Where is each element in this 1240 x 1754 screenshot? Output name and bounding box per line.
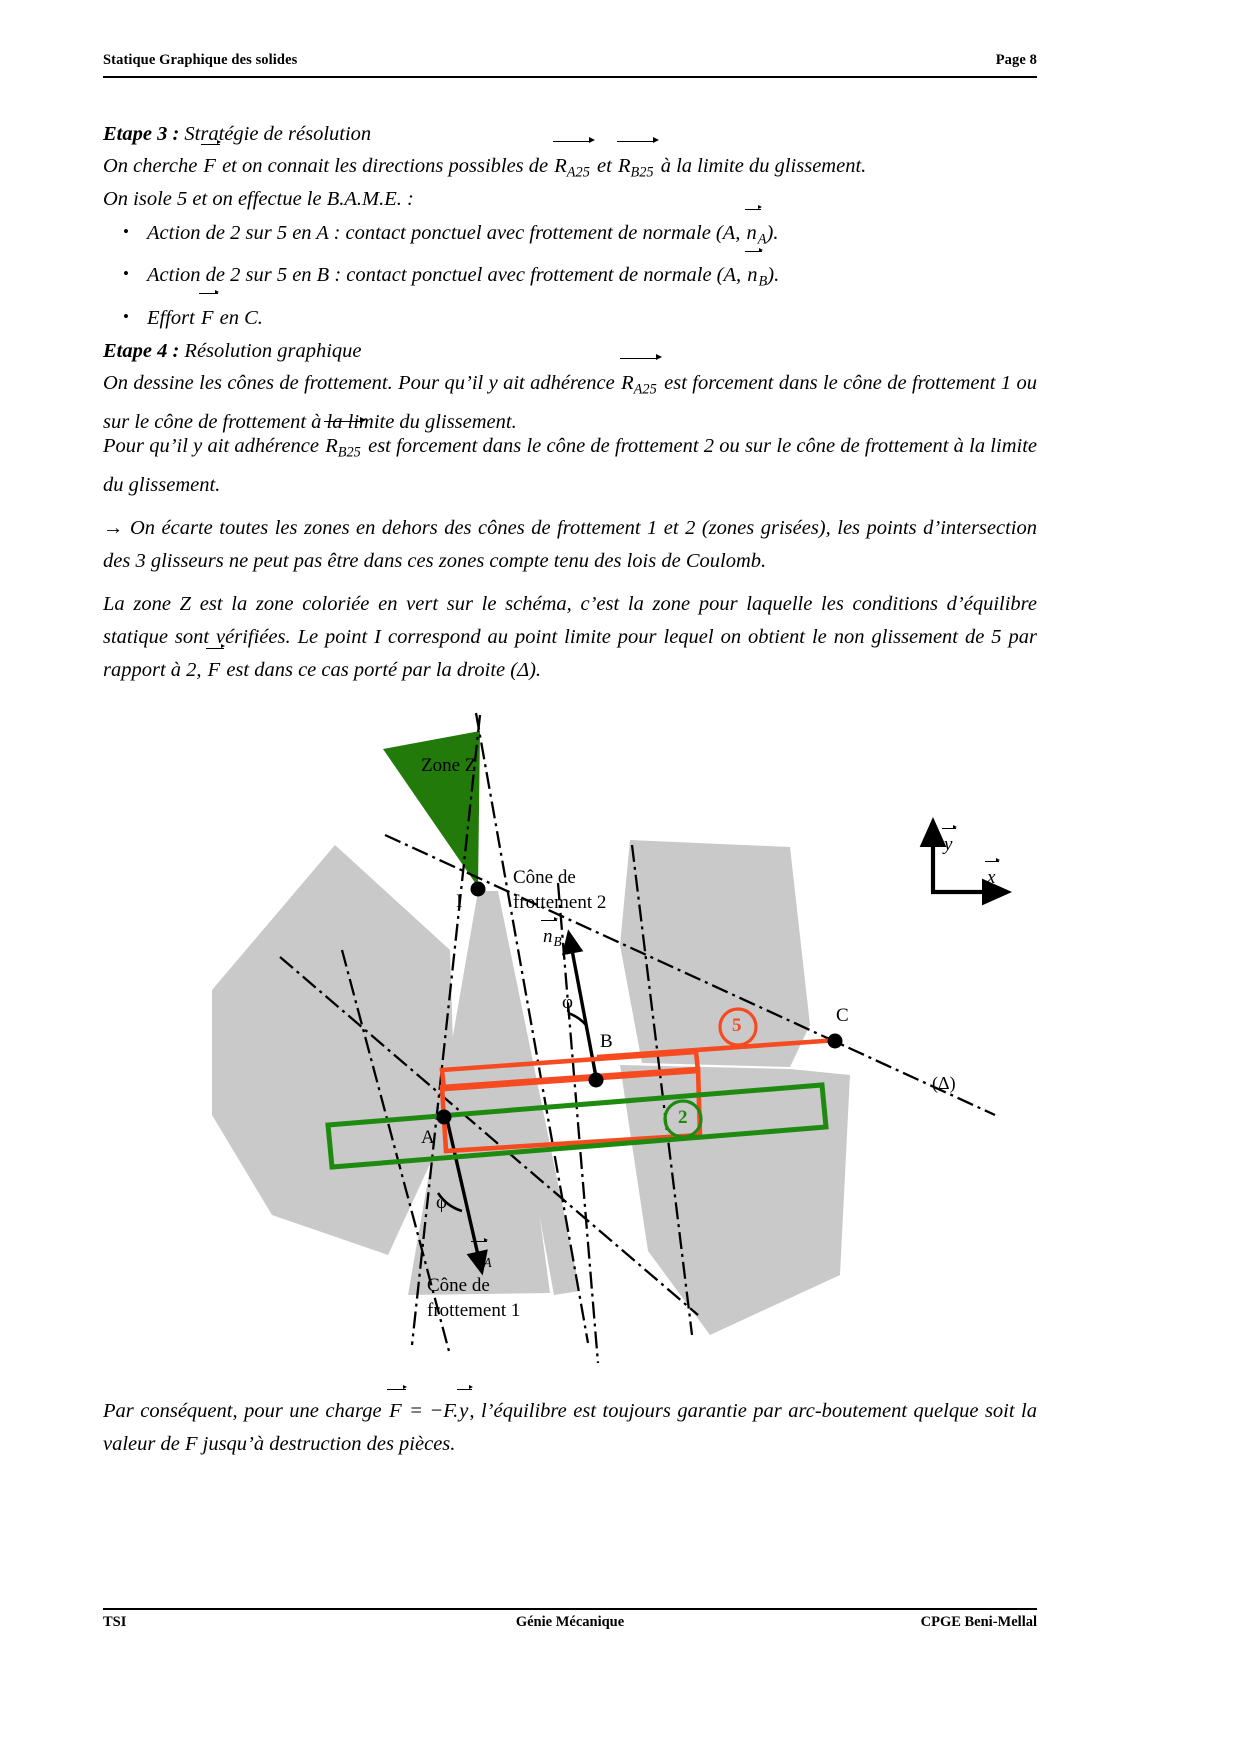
grey-excluded-zones (212, 840, 850, 1335)
point-A-label: A (421, 1127, 435, 1148)
etape4-paragraph-2 (103, 430, 1037, 502)
vector-F-icon (207, 654, 222, 687)
list-item (147, 215, 1047, 257)
etape4-paragraph-3: → On écarte toutes les zones en dehors des cônes de frottement 1 et 2 (zones grisées), les points d’intersection des 3 glisseurs ne peut pas être dans ces zones compte tenu des lois de Coulomb. (103, 517, 1037, 572)
vector-nA-icon (472, 1247, 484, 1269)
nB-letter: n (543, 926, 553, 947)
bullet1-sub: A (757, 231, 767, 248)
etape3-line1-b: et on connait les directions possibles de (216, 155, 554, 177)
header-title: Statique Graphique des solides (103, 52, 298, 68)
point-I-label: I (456, 891, 463, 912)
label-nB (542, 926, 562, 950)
etape3-R2: R (617, 155, 631, 177)
etape4-paragraph-4 (103, 588, 1037, 687)
etape3-heading (103, 118, 1037, 151)
p2-R: R (325, 435, 338, 457)
statics-diagram (150, 695, 1090, 1375)
footer-right: CPGE Beni-Mellal (920, 1614, 1037, 1630)
point-I-dot (471, 882, 486, 897)
p2-a: Pour qu’il y ait adhérence (103, 435, 325, 457)
footer-divider (103, 1608, 1037, 1610)
vector-RB25-icon (324, 430, 363, 469)
vector-nB-icon (746, 257, 758, 293)
etape4-heading (103, 335, 1037, 368)
etape3-label: Etape 3 : (103, 123, 180, 145)
footer-center: Génie Mécanique (515, 1614, 625, 1630)
list-item (147, 300, 1047, 336)
etape3-line1-a: On cherche (103, 155, 203, 177)
badge-2-label: 2 (678, 1107, 688, 1128)
vector-F-icon (202, 150, 217, 183)
nA-letter: n (473, 1247, 483, 1268)
concl-a: Par conséquent, pour une charge (103, 1400, 389, 1422)
axis-y-letter: y (944, 834, 953, 855)
concl-F: F (389, 1400, 402, 1422)
nA-sub: A (483, 1254, 492, 1270)
nB-sub: B (553, 933, 562, 949)
bullet1-tail: ). (766, 222, 779, 244)
bullet2-text: Action de 2 sur 5 en B : contact ponctuel avec frottement de normale (A, (147, 264, 747, 287)
p1-b: est forcement dans le cône de frottement 1 ou sur le cône de frottement à la limite du glissement. (103, 372, 1037, 434)
bullet2-n: n (747, 264, 758, 287)
etape3-title: Stratégie de résolution (179, 123, 372, 145)
point-A-dot (437, 1110, 452, 1125)
cone2-label-line1: Cône de (513, 867, 576, 888)
bullet1-text: Action de 2 sur 5 en A : contact ponctuel avec frottement de normale (A, (147, 222, 746, 244)
concl-eq: = −F. (402, 1400, 459, 1422)
vector-nB-icon (542, 926, 554, 948)
delta-line-label: (Δ) (932, 1073, 956, 1093)
p2-b: est forcement dans le cône de frottement 2 ou sur le cône de frottement à la limite du glissement. (103, 435, 1037, 497)
vector-x-icon (986, 867, 996, 889)
bullet1-n: n (746, 222, 757, 244)
list-item (147, 257, 1047, 299)
bullet2-tail: ). (767, 264, 780, 287)
page-footer (103, 1614, 1037, 1631)
conclusion-paragraph (103, 1395, 1037, 1461)
etape4-title: Résolution graphique (179, 340, 362, 362)
p1-R: R (621, 372, 634, 394)
etape3-line1-c: et (591, 155, 617, 177)
vector-nA-icon (746, 215, 758, 251)
p2-R-sub: B25 (337, 444, 361, 461)
etape3-R1: R (554, 155, 567, 177)
point-B-dot (589, 1073, 604, 1088)
bullet2-sub: B (758, 273, 768, 290)
axis-y-label (943, 834, 953, 856)
zone-z-label: Zone Z (421, 755, 477, 776)
p1-a: On dessine les cônes de frottement. Pour qu’il y ait adhérence (103, 372, 621, 394)
label-phi-A: φ (436, 1192, 447, 1213)
cone1-label-line2: frottement 1 (427, 1300, 521, 1321)
vector-F-icon (200, 300, 215, 336)
vector-y-icon (943, 834, 953, 856)
point-C-label: C (836, 1005, 849, 1026)
point-B-label: B (600, 1031, 613, 1052)
etape3-line2: On isole 5 et on effectue le B.A.M.E. : (103, 188, 414, 210)
concl-b: , l’équilibre est toujours garantie par arc-boutement quelque soit la valeur de F jusqu’à destruction des pièces. (103, 1400, 1037, 1455)
bullet3-text: Effort (147, 306, 200, 329)
cone2-label-line2: frottement 2 (513, 892, 607, 913)
page-header (103, 52, 1037, 69)
p1-R-sub: A25 (633, 381, 657, 398)
p4-b: est dans ce cas porté par la droite (Δ). (221, 659, 542, 681)
header-divider (103, 76, 1037, 78)
diagram-svg (150, 695, 1090, 1375)
label-phi-B: φ (562, 992, 573, 1013)
axis-x-letter: x (987, 867, 996, 888)
point-C-dot (828, 1034, 843, 1049)
p4-F: F (207, 659, 221, 681)
footer-left: TSI (103, 1614, 127, 1630)
cone1-label-line1: Cône de (427, 1275, 490, 1296)
coordinate-axes (931, 843, 986, 892)
bullet3-tail: en C. (214, 306, 263, 329)
concl-y: y (459, 1400, 469, 1422)
axis-x-label (986, 867, 996, 889)
vector-RA25-icon (620, 367, 659, 406)
etape3-line1-d: à la limite du glissement. (655, 155, 867, 177)
bullet3-F: F (200, 306, 214, 329)
etape3-bullet-list (103, 215, 1047, 336)
etape3-line1-F: F (203, 155, 216, 177)
etape3-R2-sub: B25 (630, 164, 654, 181)
label-nA (472, 1247, 492, 1271)
etape3-R1-sub: A25 (566, 164, 590, 181)
header-page-number: Page 8 (995, 52, 1037, 68)
etape4-paragraph-1 (103, 367, 1037, 439)
etape4-label: Etape 4 : (103, 340, 180, 362)
vector-F-icon (388, 1395, 403, 1428)
p4-a: La zone Z est la zone coloriée en vert sur le schéma, c’est la zone pour laquelle les conditions d’équilibre statique sont vérifiées. Le point I correspond au point limite pour lequel on obtient le non glissement de 5 par rapport à 2, (103, 593, 1037, 681)
vector-y-icon (458, 1395, 469, 1428)
badge-5-label: 5 (732, 1015, 742, 1036)
